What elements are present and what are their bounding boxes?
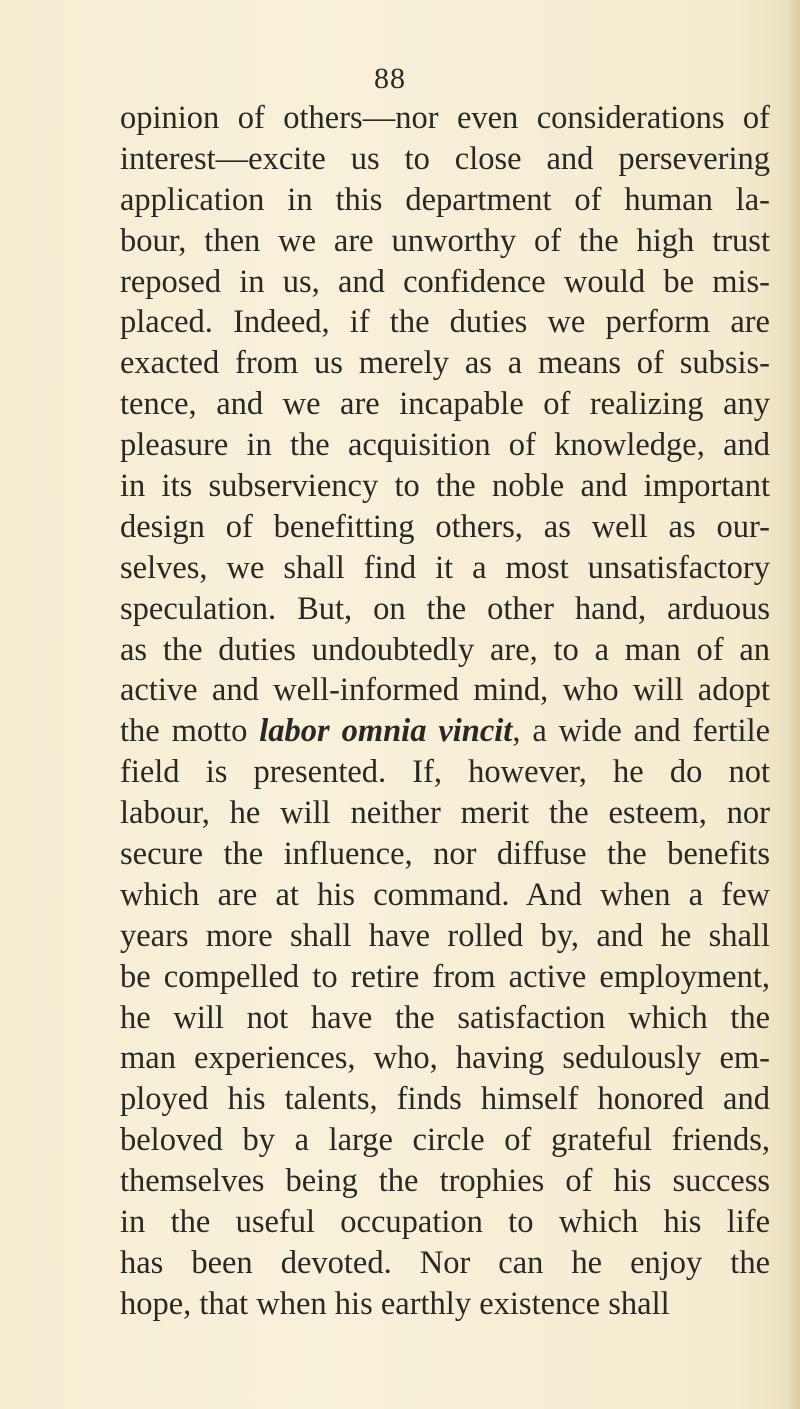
text-line: he will not have the satisfaction which the bbox=[120, 999, 770, 1036]
text-line: themselves being the trophies of his success bbox=[120, 1163, 770, 1200]
text-line: secure the influence, nor diffuse the benefits bbox=[120, 836, 770, 873]
text-line: opinion of others—nor even considerations of bbox=[120, 100, 770, 136]
text-line: design of benefitting others, as well as our- bbox=[120, 508, 770, 545]
text-line: be compelled to retire from active employment, bbox=[120, 958, 770, 995]
text-line: reposed in us, and confidence would be mis- bbox=[120, 263, 770, 300]
text-line: labour, he will neither merit the esteem, nor bbox=[120, 795, 770, 832]
text-line: field is presented. If, however, he do not bbox=[120, 754, 770, 791]
line-suffix: , a wide and fertile bbox=[512, 713, 771, 750]
text-line: placed. Indeed, if the duties we perform are bbox=[120, 304, 770, 341]
page-edge-shadow bbox=[786, 0, 800, 1409]
text-line: ployed his talents, finds himself honored and bbox=[120, 1081, 770, 1118]
text-line: has been devoted. Nor can he enjoy the bbox=[120, 1244, 770, 1281]
text-line: in its subserviency to the noble and important bbox=[120, 468, 770, 505]
text-line: years more shall have rolled by, and he shall bbox=[120, 917, 770, 954]
text-line: in the useful occupation to which his life bbox=[120, 1204, 770, 1241]
text-line-with-motto bbox=[120, 711, 770, 752]
text-line: application in this department of human la- bbox=[120, 181, 770, 218]
text-line: interest—excite us to close and persevering bbox=[120, 140, 770, 177]
body-text bbox=[120, 98, 770, 1325]
text-line: bour, then we are unworthy of the high trust bbox=[120, 222, 770, 259]
text-line: tence, and we are incapable of realizing any bbox=[120, 386, 770, 423]
text-line: hope, that when his earthly existence shall bbox=[120, 1285, 670, 1322]
text-line: active and well-informed mind, who will adopt bbox=[120, 672, 770, 709]
page-number: 88 bbox=[374, 62, 406, 95]
text-line: speculation. But, on the other hand, arduous bbox=[120, 590, 770, 627]
text-line: man experiences, who, having sedulously em- bbox=[120, 1040, 770, 1077]
line-prefix: the motto bbox=[120, 713, 260, 750]
text-line: beloved by a large circle of grateful friends, bbox=[120, 1122, 770, 1159]
text-line: which are at his command. And when a few bbox=[120, 876, 770, 913]
text-line: exacted from us merely as a means of subsis- bbox=[120, 345, 770, 382]
text-line: selves, we shall find it a most unsatisfactory bbox=[120, 549, 770, 586]
latin-motto: labor omnia vincit bbox=[259, 713, 513, 750]
text-line: pleasure in the acquisition of knowledge, and bbox=[120, 427, 770, 464]
text-line: as the duties undoubtedly are, to a man of an bbox=[120, 631, 770, 668]
